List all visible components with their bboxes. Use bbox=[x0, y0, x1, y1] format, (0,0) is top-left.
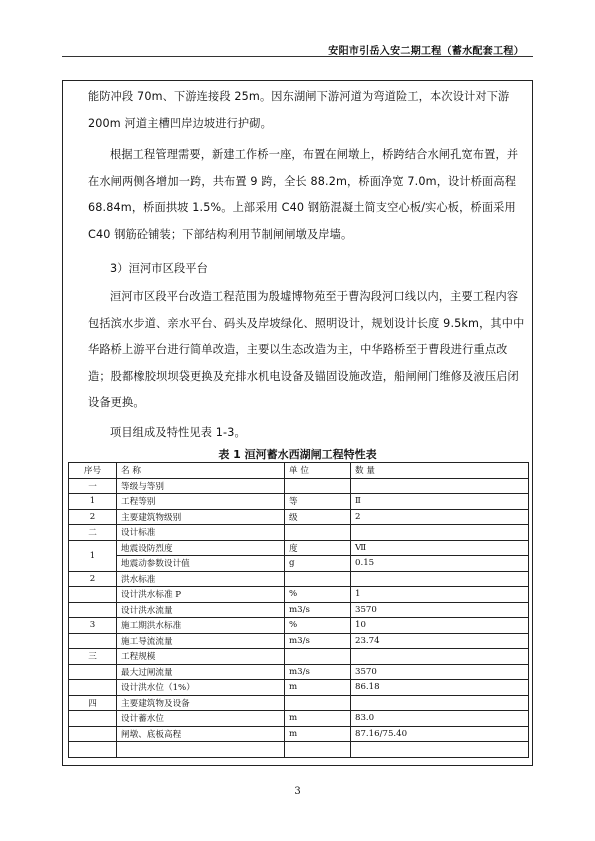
table-cell: 1 bbox=[69, 540, 117, 571]
table-cell bbox=[285, 525, 351, 541]
table-cell: m3/s bbox=[285, 602, 351, 618]
table-cell bbox=[69, 680, 117, 696]
header-divider bbox=[62, 56, 533, 57]
table-cell bbox=[285, 649, 351, 665]
section-heading: 3）洹河市区段平台 bbox=[110, 262, 208, 275]
table-cell bbox=[351, 649, 529, 665]
table-cell: 主要建筑物及设备 bbox=[117, 695, 285, 711]
table-cell: 设计洪水标准 P bbox=[117, 587, 285, 603]
table-cell: 施工期洪水标准 bbox=[117, 618, 285, 634]
table-cell bbox=[285, 742, 351, 758]
table-cell bbox=[69, 742, 117, 758]
table-cell: % bbox=[285, 618, 351, 634]
table-cell: 最大过闸流量 bbox=[117, 664, 285, 680]
table-cell: 设计蓄水位 bbox=[117, 711, 285, 727]
table-cell bbox=[69, 602, 117, 618]
table-cell: 10 bbox=[351, 618, 529, 634]
table-cell: 等 bbox=[285, 494, 351, 510]
table-cell bbox=[69, 711, 117, 727]
running-header: 安阳市引岳入安二期工程（蓄水配套工程） bbox=[328, 46, 524, 57]
header-cell: 序号 bbox=[69, 463, 117, 479]
table-cell bbox=[285, 571, 351, 587]
spec-table bbox=[68, 462, 529, 758]
table-cell: 主要建筑物级别 bbox=[117, 509, 285, 525]
table-cell: 1 bbox=[351, 587, 529, 603]
table-header-row bbox=[69, 463, 529, 479]
table-cell bbox=[351, 571, 529, 587]
table-row bbox=[69, 494, 529, 510]
table-row bbox=[69, 571, 529, 587]
table-cell: m bbox=[285, 711, 351, 727]
table-row bbox=[69, 680, 529, 696]
table-cell: 一 bbox=[69, 478, 117, 494]
table-row bbox=[69, 711, 529, 727]
paragraph-3: 洹河市区段平台改造工程范围为殷墟博物苑至于曹沟段河口线以内，主要工程内容包括滨水步道、亲水平台、码头及岸坡绿化、照明设计，规划设计长度 9.5km，其中中华路桥上游平台进行简单改造，主要以生态改造为主，中华路桥至于曹段进行重点改造；股都橡胶坝坝袋更换及充排水机电设备及锚固设施改造，船闸闸门维修及液压启闭设备更换。 bbox=[88, 290, 525, 409]
table-row bbox=[69, 742, 529, 758]
table-cell: 3 bbox=[69, 618, 117, 634]
table-row bbox=[69, 633, 529, 649]
table-cell: 3570 bbox=[351, 602, 529, 618]
table-row bbox=[69, 478, 529, 494]
table-row bbox=[69, 649, 529, 665]
table-row bbox=[69, 509, 529, 525]
table-cell: 2 bbox=[69, 571, 117, 587]
table-cell: 2 bbox=[351, 509, 529, 525]
table-cell: % bbox=[285, 587, 351, 603]
table-cell: 四 bbox=[69, 695, 117, 711]
table-cell: 2 bbox=[69, 509, 117, 525]
table-cell: 度 bbox=[285, 540, 351, 556]
table-row bbox=[69, 664, 529, 680]
table-cell: 工程等别 bbox=[117, 494, 285, 510]
header-cell: 数 量 bbox=[351, 463, 529, 479]
table-cell bbox=[69, 726, 117, 742]
table-cell: 86.18 bbox=[351, 680, 529, 696]
table-cell bbox=[351, 525, 529, 541]
table-cell: 设计标准 bbox=[117, 525, 285, 541]
paragraph-4: 项目组成及特性见表 1-3。 bbox=[110, 426, 246, 439]
table-cell: 83.0 bbox=[351, 711, 529, 727]
table-cell bbox=[69, 633, 117, 649]
table-cell: 设计洪水位（1%） bbox=[117, 680, 285, 696]
table-row bbox=[69, 726, 529, 742]
table-cell: m3/s bbox=[285, 633, 351, 649]
table-cell: g bbox=[285, 556, 351, 572]
table-cell bbox=[285, 695, 351, 711]
table-cell bbox=[351, 742, 529, 758]
table-cell bbox=[285, 478, 351, 494]
page-number: 3 bbox=[294, 786, 301, 797]
table-title: 表 1 洹河蓄水西湖闸工程特性表 bbox=[218, 448, 377, 461]
table-cell: 23.74 bbox=[351, 633, 529, 649]
table-row bbox=[69, 556, 529, 572]
table-row bbox=[69, 695, 529, 711]
table-cell: 等级与等别 bbox=[117, 478, 285, 494]
header-cell: 名 称 bbox=[117, 463, 285, 479]
table-row bbox=[69, 587, 529, 603]
table-cell: m bbox=[285, 680, 351, 696]
table-cell bbox=[351, 478, 529, 494]
table-cell: 洪水标准 bbox=[117, 571, 285, 587]
table-cell: 设计洪水流量 bbox=[117, 602, 285, 618]
table-cell: 闸墩、底板高程 bbox=[117, 726, 285, 742]
table-cell: m bbox=[285, 726, 351, 742]
table-row bbox=[69, 525, 529, 541]
table-cell: 工程规模 bbox=[117, 649, 285, 665]
table-cell bbox=[117, 742, 285, 758]
table-cell bbox=[69, 587, 117, 603]
paragraph-2: 根据工程管理需要，新建工作桥一座，布置在闸墩上，桥跨结合水闸孔宽布置，并在水闸两侧各增加一跨，共布置 9 跨，全长 88.2m，桥面净宽 7.0m，设计桥面高程 68.84m，桥面拱坡 1.5%。上部采用 C40 钢筋混凝土简支空心板/实心板，桥面采用 C40 钢筋砼铺装；下部结构利用节制闸闸墩及岸墙。 bbox=[88, 148, 519, 241]
table-cell bbox=[351, 695, 529, 711]
table-cell: 地震设防烈度 bbox=[117, 540, 285, 556]
table-cell: 1 bbox=[69, 494, 117, 510]
table-cell: 级 bbox=[285, 509, 351, 525]
table-cell: 地震动参数设计值 bbox=[117, 556, 285, 572]
table-cell: Ⅶ bbox=[351, 540, 529, 556]
table-cell bbox=[69, 664, 117, 680]
table-row bbox=[69, 618, 529, 634]
table-cell: Ⅱ bbox=[351, 494, 529, 510]
table-cell: 87.16/75.40 bbox=[351, 726, 529, 742]
header-cell: 单 位 bbox=[285, 463, 351, 479]
table-body bbox=[69, 478, 529, 757]
table-cell: 3570 bbox=[351, 664, 529, 680]
table-cell: 施工导流流量 bbox=[117, 633, 285, 649]
paragraph-1: 能防冲段 70m、下游连接段 25m。因东湖闸下游河道为弯道险工，本次设计对下游 200m 河道主槽凹岸边坡进行护砌。 bbox=[88, 90, 510, 130]
table-cell: 0.15 bbox=[351, 556, 529, 572]
table-row bbox=[69, 602, 529, 618]
table-cell: 三 bbox=[69, 649, 117, 665]
table-cell: 二 bbox=[69, 525, 117, 541]
table-row bbox=[69, 540, 529, 556]
table-cell: m3/s bbox=[285, 664, 351, 680]
